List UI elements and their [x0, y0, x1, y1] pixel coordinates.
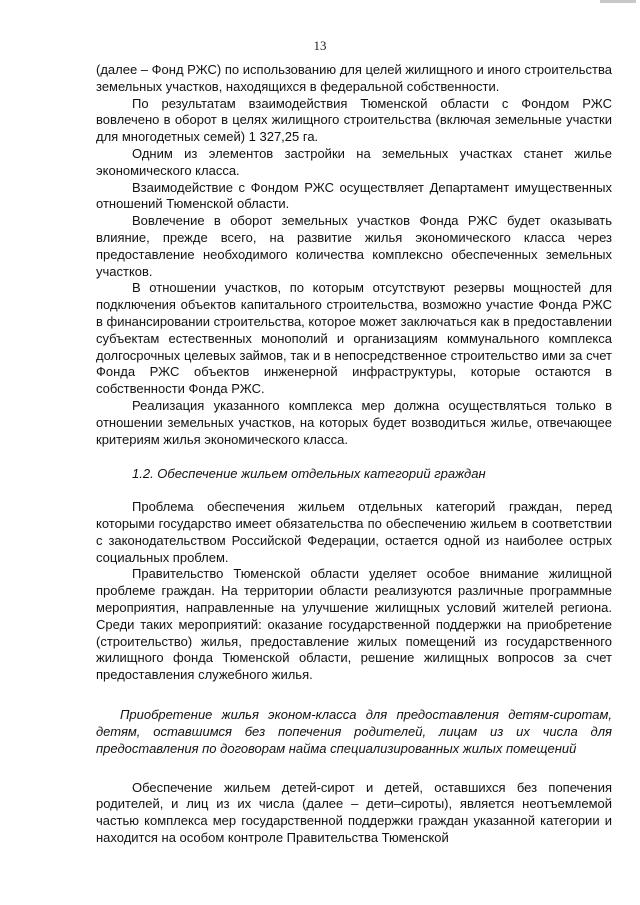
paragraph: Правительство Тюменской области уделяет особое внимание жилищной проблеме граждан. На территории области реализуются различные программные мероприятия, направленные на улучшение жилищных условий жителей региона. Среди таких мероприятий: оказание государственной поддержки на приобретение (строительство) жилья, предоставление жилых помещений из государственного жилищного фонда Тюменской области, решение жилищных вопросов за счет предоставления служебного жилья.: [96, 566, 612, 683]
scan-corner-mark: [600, 0, 636, 3]
subsection-heading: Приобретение жилья эконом-класса для предоставления детям-сиротам, детям, оставшимся без попечения родителей, лицам из их числа для предоставления по договорам найма специализированных жилых помещений: [96, 706, 612, 757]
paragraph: Вовлечение в оборот земельных участков Фонда РЖС будет оказывать влияние, прежде всего, на развитие жилья экономического класса через предоставление необходимого количества комплексно обеспеченных земельных участков.: [96, 213, 612, 279]
paragraph: По результатам взаимодействия Тюменской области с Фондом РЖС вовлечено в оборот в целях жилищного строительства (включая земельные участки для многодетных семей) 1 327,25 га.: [96, 95, 612, 145]
document-body: [96, 62, 612, 847]
paragraph: Обеспечение жильем детей-сирот и детей, оставшихся без попечения родителей, и лиц из их числа (далее – дети–сироты), является неотъемлемой частью комплекса мер государственной поддержки граждан указанной категории и находится на особом контроле Правительства Тюменской: [96, 779, 612, 845]
section-heading: 1.2. Обеспечение жильем отдельных категорий граждан: [132, 466, 486, 482]
paragraph: Реализация указанного комплекса мер должна осуществляться только в отношении земельных участков, на которых будет возводиться жилье, отвечающее критериям жилья экономического класса.: [96, 397, 612, 447]
paragraph: Одним из элементов застройки на земельных участках станет жилье экономического класса.: [96, 145, 612, 178]
page-number: 13: [313, 38, 327, 53]
paragraph: В отношении участков, по которым отсутствуют резервы мощностей для подключения объектов капитального строительства, возможно участие Фонда РЖС в финансировании строительства, которое может заключаться как в предоставлении субъектам естественных монополий и организациям коммунального комплекса долгосрочных целевых займов, так и в непосредственное строительство ими за счет Фонда РЖС объектов инженерной инфраструктуры, которые остаются в собственности Фонда РЖС.: [96, 280, 612, 397]
paragraph-continuation: (далее – Фонд РЖС) по использованию для целей жилищного и иного строительства земельных участков, находящихся в федеральной собственности.: [96, 62, 612, 94]
paragraph: Взаимодействие с Фондом РЖС осуществляет Департамент имущественных отношений Тюменской области.: [96, 179, 612, 212]
paragraph: Проблема обеспечения жильем отдельных категорий граждан, перед которыми государство имеет обязательства по обеспечению жильем в соответствии с законодательством Российской Федерации, остается одной из наиболее острых социальных проблем.: [96, 499, 612, 565]
